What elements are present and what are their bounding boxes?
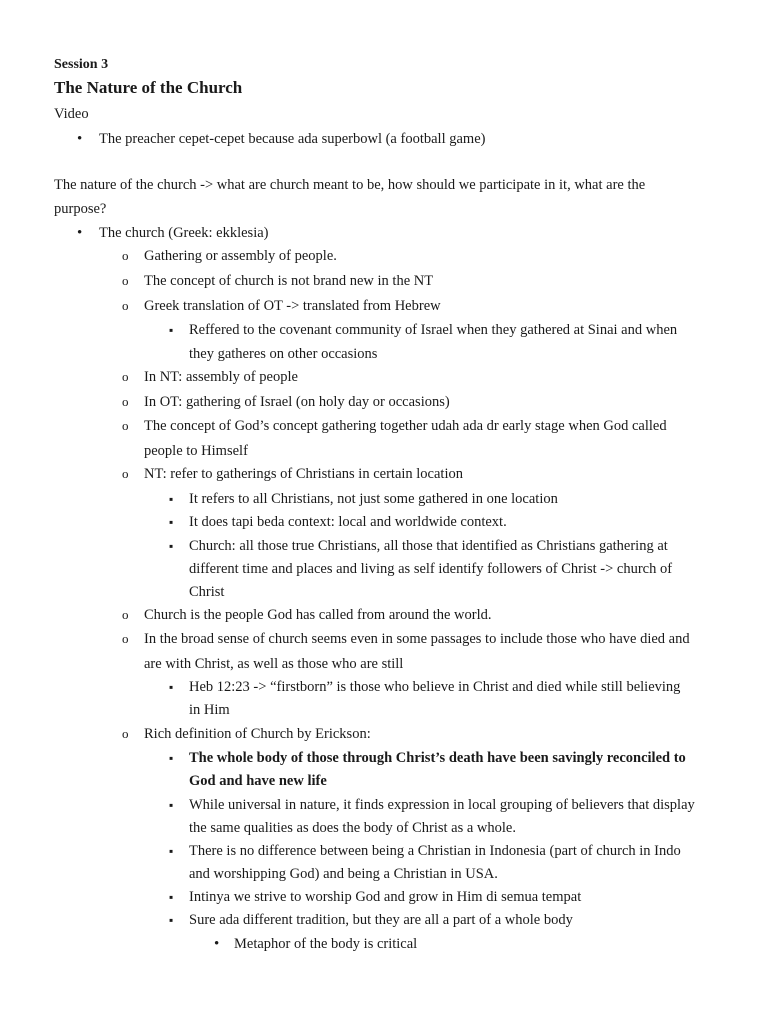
session-label: Session 3 (54, 57, 109, 72)
square-bullet (169, 489, 173, 509)
list-item: Gathering or assembly of people. (144, 248, 337, 264)
circle-bullet (122, 271, 129, 291)
list-item: Christ (189, 584, 225, 600)
square-bullet (169, 536, 173, 556)
circle-bullet (122, 392, 129, 412)
list-item: The concept of God’s concept gathering together udah ada dr early stage when God called (144, 418, 667, 434)
video-note: The preacher cepet-cepet because ada superbowl (a football game) (99, 131, 486, 147)
video-label: Video (54, 106, 89, 122)
list-item: and worshipping God) and being a Christian in USA. (189, 866, 498, 882)
church-heading: The church (Greek: ekklesia) (99, 225, 269, 241)
list-item: Church is the people God has called from around the world. (144, 607, 492, 623)
list-item: In NT: assembly of people (144, 369, 298, 385)
square-bullet (169, 910, 173, 930)
square-bullet (169, 512, 173, 532)
list-item: Intinya we strive to worship God and grow in Him di semua tempat (189, 889, 582, 905)
list-item: It refers to all Christians, not just some gathered in one location (189, 491, 558, 507)
circle-bullet (122, 629, 129, 649)
list-item: NT: refer to gatherings of Christians in certain location (144, 466, 463, 482)
circle-bullet (122, 464, 129, 484)
intro-line: The nature of the church -> what are church meant to be, how should we participate in it, what are the (54, 177, 646, 193)
square-bullet (169, 841, 173, 861)
circle-bullet (122, 246, 129, 266)
list-item: different time and places and living as self identify followers of Christ -> church of (189, 561, 673, 577)
list-item: Church: all those true Christians, all those that identified as Christians gathering at (189, 538, 668, 554)
disc-bullet (77, 129, 82, 149)
circle-bullet (122, 724, 129, 744)
list-item: In the broad sense of church seems even in some passages to include those who have died and (144, 631, 690, 647)
square-bullet (169, 887, 173, 907)
list-item: Rich definition of Church by Erickson: (144, 726, 371, 742)
circle-bullet (122, 605, 129, 625)
square-bullet (169, 748, 173, 768)
list-item: are with Christ, as well as those who are still (144, 656, 404, 672)
disc-bullet (77, 223, 82, 243)
square-bullet (169, 320, 173, 340)
disc-bullet (214, 934, 219, 954)
list-item: Reffered to the covenant community of Israel when they gathered at Sinai and when (189, 322, 678, 338)
list-item: Sure ada different tradition, but they are all a part of a whole body (189, 912, 573, 928)
circle-bullet (122, 296, 129, 316)
list-item: the same qualities as does the body of Christ as a whole. (189, 820, 516, 836)
list-item: Greek translation of OT -> translated from Hebrew (144, 298, 441, 314)
square-bullet (169, 795, 173, 815)
bold-definition: God and have new life (189, 773, 327, 789)
list-item: While universal in nature, it finds expression in local grouping of believers that display (189, 797, 695, 813)
circle-bullet (122, 416, 129, 436)
list-item: Heb 12:23 -> “firstborn” is those who believe in Christ and died while still believing (189, 679, 681, 695)
list-item: In OT: gathering of Israel (on holy day or occasions) (144, 394, 450, 410)
list-item: There is no difference between being a Christian in Indonesia (part of church in Indo (189, 843, 681, 859)
intro-line: purpose? (54, 201, 107, 217)
list-item: they gatheres on other occasions (189, 346, 378, 362)
page-title: The Nature of the Church (54, 78, 243, 97)
bold-definition: The whole body of those through Christ’s death have been savingly reconciled to (189, 750, 686, 766)
list-item: people to Himself (144, 443, 248, 459)
list-item: The concept of church is not brand new in the NT (144, 273, 434, 289)
list-item: Metaphor of the body is critical (234, 936, 418, 952)
square-bullet (169, 677, 173, 697)
list-item: in Him (189, 702, 230, 718)
circle-bullet (122, 367, 129, 387)
list-item: It does tapi beda context: local and worldwide context. (189, 514, 507, 530)
